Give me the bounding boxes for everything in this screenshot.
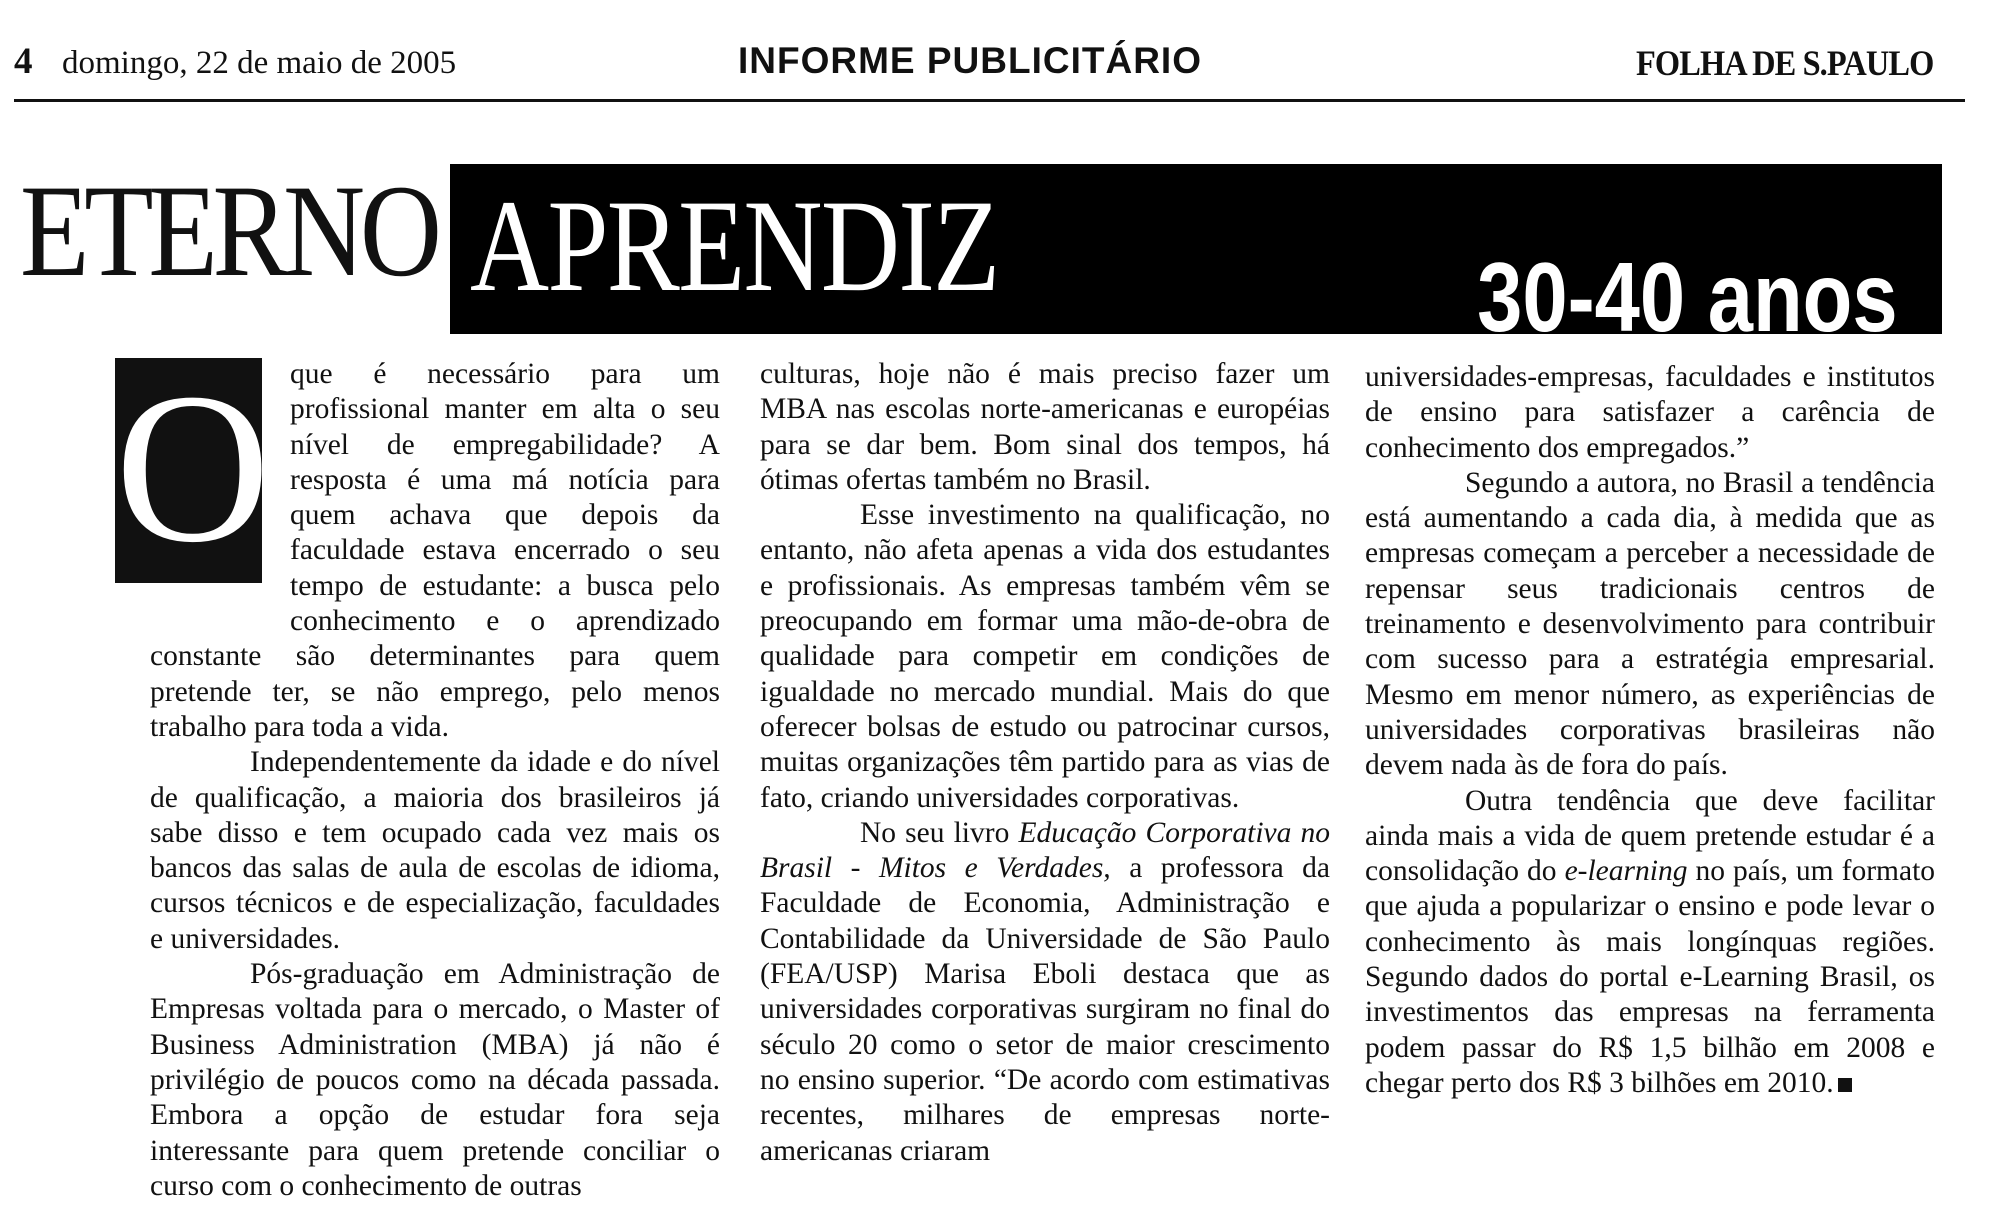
col1-paragraph-1: que é necessário para um profissional manter em alta o seu nível de empregabilidade? A resposta é uma má notícia para quem achava que depois da faculdade estava encerrado o seu tempo de estudante: a busca pelo conhecimento e o aprendizado constante são determinantes para quem pretende ter, se não emprego, pelo menos trabalho para toda a vida. (150, 358, 720, 743)
col1-paragraph-2: Independentemente da idade e do nível de qualificação, a maioria dos brasileiros já sabe disso e tem ocupado cada vez mais os bancos das salas de aula de escolas de idioma, cursos técnicos e de especialização, faculdades e universidades. (150, 746, 720, 955)
col3-paragraph-1: universidades-empresas, faculdades e institutos de ensino para satisfazer a carência de conhecimento dos empregados.” (1365, 361, 1935, 464)
page-number: 4 (14, 41, 33, 82)
article-column-2 (760, 357, 1330, 1169)
book-title: Educação Corporativa no Brasil - Mitos e Verdades, (760, 816, 1331, 885)
issue-date: domingo, 22 de maio de 2005 (62, 45, 457, 81)
col3-p3-body: no país, um formato que ajuda a popularizar o ensino e pode levar o conhecimento às mais longínquas regiões. Segundo dados do portal e-Learning Brasil, os investimentos das empresas na ferramenta podem passar do R$ 1,5 bilhão em 2008 e chegar perto dos R$ 3 bilhões em 2010. (1365, 855, 1936, 1099)
col2-paragraph-2: Esse investimento na qualificação, no entanto, não afeta apenas a vida dos estudantes e profissionais. As empresas também vêm se preocupando em formar uma mão-de-obra de qualidade para competir em condições de igualdade no mercado mundial. Mais do que oferecer bolsas de estudo ou patrocinar cursos, muitas organizações têm partido para as vias de fato, criando universidades corporativas. (760, 499, 1330, 814)
col2-p3-body: a professora da Faculdade de Economia, Administração e Contabilidade da Universidade de São Paulo (FEA/USP) Marisa Eboli destaca que as universidades corporativas surgiram no final do século 20 como o setor de maior crescimento no ensino superior. “De acordo com estimativas recentes, milhares de empresas norte-americanas criaram (760, 852, 1331, 1167)
drop-cap-space (150, 357, 290, 638)
col3-paragraph-2: Segundo a autora, no Brasil a tendência está aumentando a cada dia, à medida que as empresas começam a perceber a necessidade de repensar seus tradicionais centros de treinamento e desenvolvimento para contribuir com sucesso para a estratégia empresarial. Mesmo em menor número, as experiências de universidades corporativas brasileiras não devem nada às de fora do país. (1365, 466, 1935, 782)
headline-word-1: ETERNO (20, 157, 437, 304)
col3-paragraph-3 (1365, 784, 1935, 1102)
section-label: INFORME PUBLICITÁRIO (738, 40, 1202, 81)
newspaper-masthead: FOLHA DE S.PAULO (1635, 43, 1933, 83)
article-column-1 (150, 357, 720, 1204)
headline-age-range: 30-40 anos (1477, 242, 1898, 352)
header-divider (14, 99, 1965, 102)
elearning-term: e-learning (1564, 855, 1688, 888)
col2-paragraph-3 (760, 816, 1330, 1169)
drop-cap: O (115, 348, 271, 587)
col2-p3-intro: No seu livro (860, 816, 1010, 849)
end-of-article-mark (1838, 1078, 1852, 1092)
col2-paragraph-1: culturas, hoje não é mais preciso fazer um MBA nas escolas norte-americanas e européias para se dar bem. Bom sinal dos tempos, há ótimas ofertas também no Brasil. (760, 358, 1330, 496)
col3-p3-intro: Outra tendência que deve facilitar ainda mais a vida de quem pretende estudar é a consolidação do (1365, 784, 1935, 888)
col1-paragraph-3: Pós-graduação em Administração de Empresas voltada para o mercado, o Master of Business Administration (MBA) já não é privilégio de poucos como na década passada. Embora a opção de estudar fora seja interessante para quem pretende conciliar o curso com o conhecimento de outras (150, 958, 720, 1202)
headline-word-2: APRENDIZ (470, 172, 999, 319)
article-column-3 (1365, 360, 1935, 1101)
